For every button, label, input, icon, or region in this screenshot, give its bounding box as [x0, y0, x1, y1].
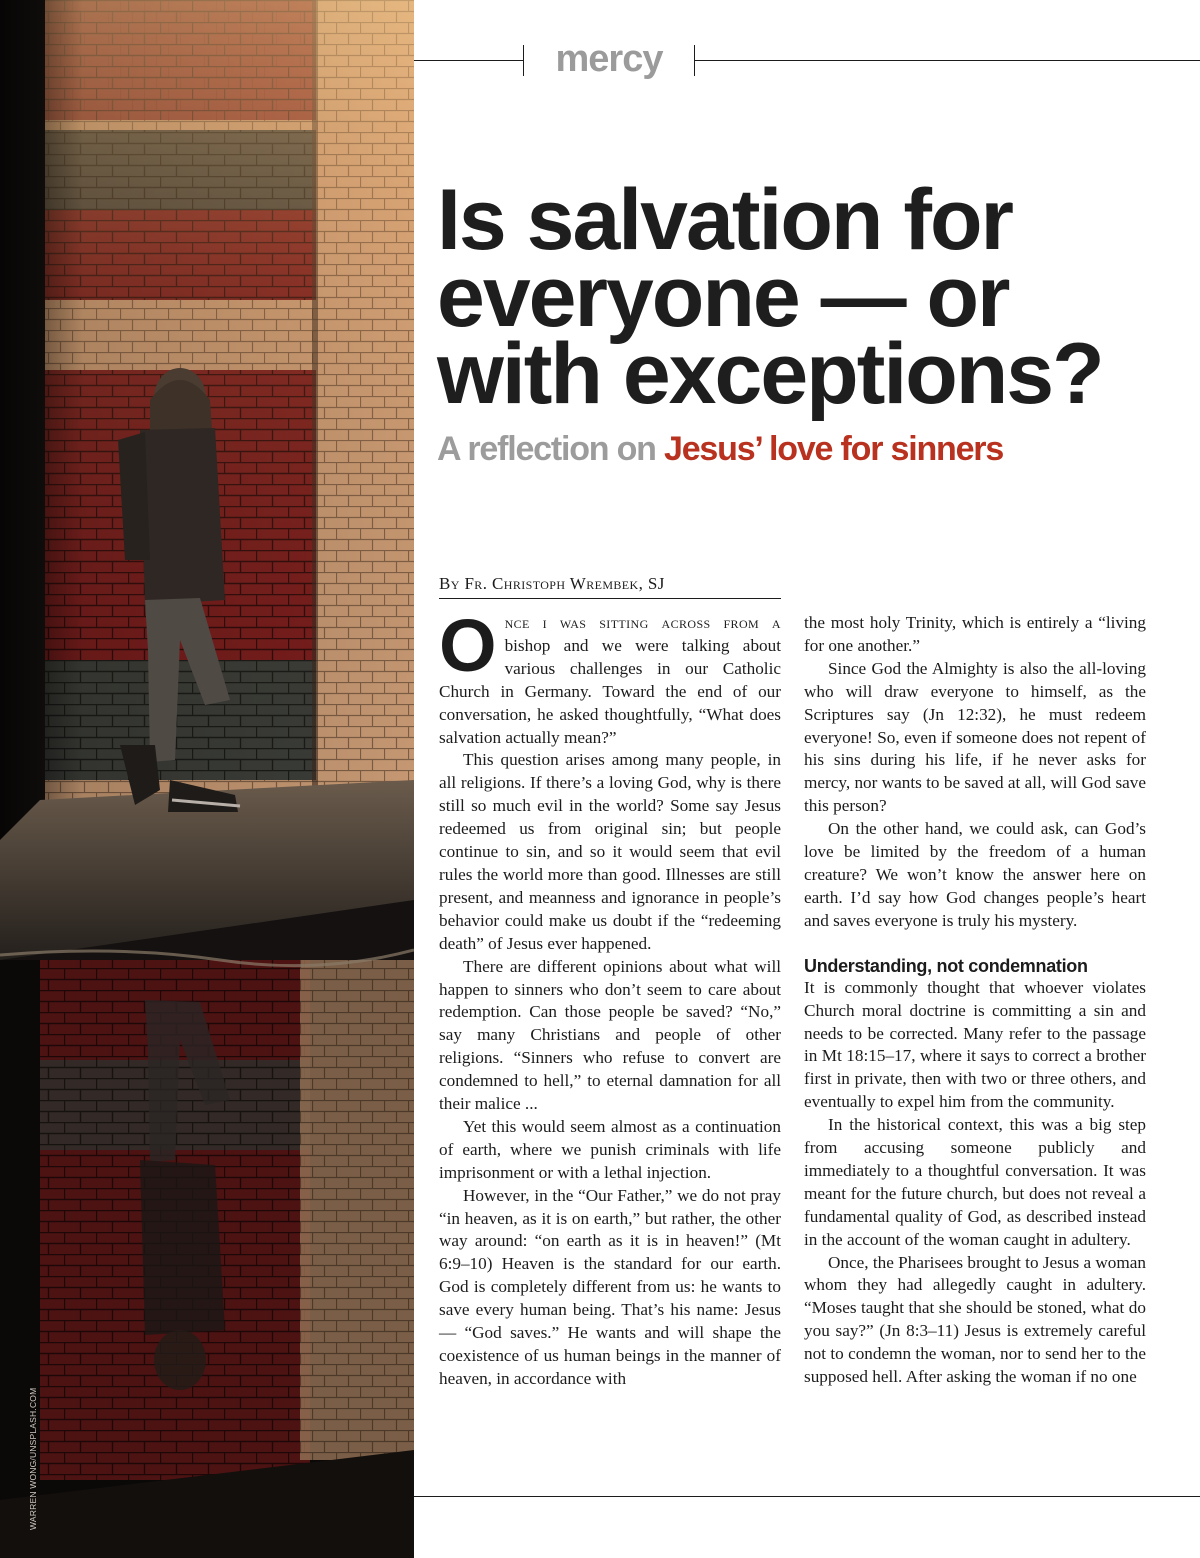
byline-rule: [439, 598, 781, 599]
header-rule-right: [694, 60, 1200, 61]
first-paragraph: [439, 604, 781, 749]
first-paragraph-lead: nce i was sitting across from a: [504, 613, 781, 632]
body-paragraph: However, in the “Our Father,” we do not pray “in heaven, as it is on earth,” but rather, the other way around: “on earth as it is in heaven!” (Mt 6:9–10) Heaven is the standard for our earth. God is completely different from us: he wants to save every human being. That’s his name: Jesus — “God saves.” He wants and will shape the coexistence of us human beings in the manner of heaven, in accordance with: [439, 1185, 781, 1388]
header-rule-left: [414, 60, 524, 61]
first-paragraph-text: bishop and we were talking about various challenges in our Catholic Church in Germany. Toward the end of our conversation, he asked thoughtfully, “What does salvation actually mean?”: [439, 635, 781, 747]
photo-credit: WARREN WONG/UNSPLASH.COM: [28, 1387, 38, 1530]
title-line: with exceptions?: [437, 326, 1103, 422]
title-line: Is salvation for: [437, 172, 1012, 268]
cover-photo: [0, 0, 414, 1558]
byline: By Fr. Christoph Wrembek, SJ: [439, 574, 665, 593]
body-paragraph: On the other hand, we could ask, can God’s love be limited by the freedom of a human creature? We won’t know the answer here on earth. I’d say how God changes people’s heart and saves everyone is truly his mystery.: [804, 819, 1146, 930]
footer-rule: [414, 1496, 1200, 1497]
column-right: [804, 612, 1146, 1389]
body-paragraph: Since God the Almighty is also the all-loving who will draw everyone to himself, as the Scriptures say (Jn 12:32), he must redeem everyone! So, even if someone does not repent of his sins during his life, if he never asks for mercy, nor wants to be saved at all, will God save this person?: [804, 658, 1146, 816]
drop-cap: O: [439, 604, 497, 687]
article-title: [437, 172, 1197, 422]
body-paragraph: This question arises among many people, in all religions. If there’s a loving God, why is there still so much evil in the world? Some say Jesus redeemed us from original sin; but people continue to sin, and so it would seem that evil rules the world more than good. Illnesses are still present, and meanness and ignorance in people’s behavior could make us doubt if the “redeeming death” of Jesus ever happened.: [439, 750, 781, 953]
photo-illustration: [0, 0, 414, 1558]
column-left: [439, 604, 781, 1391]
body-paragraph: It is commonly thought that whoever violates Church moral doctrine is committing a sin and needs to be corrected. Many refer to the passage in Mt 18:15–17, where it says to correct a brother first in private, then with two or three others, and eventually to expel him from the community.: [804, 977, 1146, 1112]
section-subhead: Understanding, not condemnation: [804, 955, 1088, 976]
article-subtitle: [437, 430, 1003, 469]
subtitle-lead: A reflection on: [437, 430, 665, 468]
body-paragraph: There are different opinions about what will happen to sinners who don’t seem to care about redemption. Can those people be saved? “No,” say many Christians and people of other religions. “Sinners who refuse to convert are condemned to hell,” to eternal damnation for all their malice ...: [439, 956, 781, 1114]
body-paragraph: Yet this would seem almost as a continuation of earth, where we punish criminals with life imprisonment or with a lethal injection.: [439, 1116, 781, 1182]
body-paragraph: Once, the Pharisees brought to Jesus a woman whom they had allegedly caught in adultery. “Moses taught that she should be stoned, what do you say?” (Jn 8:3–11) Jesus is extremely careful not to condemn the woman, nor to send her to the supposed hell. After asking the woman if no one: [804, 1252, 1146, 1387]
title-line: everyone — or: [437, 249, 1009, 345]
body-paragraph: In the historical context, this was a big step from accusing someone publicly and immediately to a thoughtful conversation. It was meant for the future church, but does not reveal a fundamental quality of God, as described instead in the account of the woman caught in adultery.: [804, 1115, 1146, 1249]
section-label: mercy: [555, 38, 663, 80]
subtitle-accent: Jesus’ love for sinners: [664, 430, 1004, 468]
body-paragraph-continued: the most holy Trinity, which is entirely a “living for one another.”: [804, 613, 1146, 655]
